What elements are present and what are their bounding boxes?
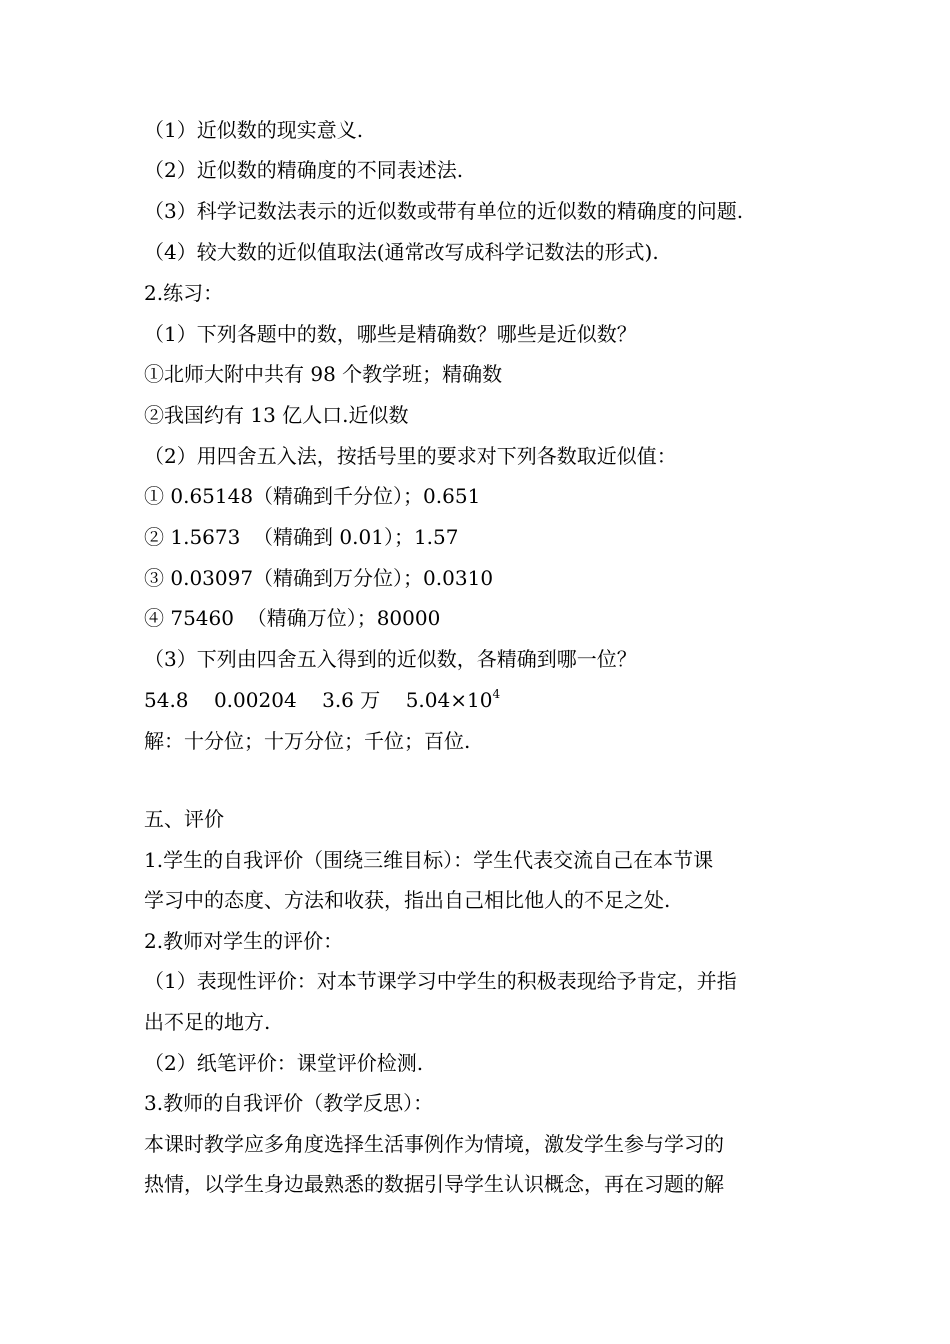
practice-q3-solution: 解：十分位；十万分位；千位；百位.: [144, 729, 471, 753]
student-self-eval-line-1: 1.学生的自我评价（围绕三维目标）：学生代表交流自己在本节课: [144, 848, 714, 872]
practice-q1: （1）下列各题中的数，哪些是精确数？哪些是近似数？: [144, 322, 637, 346]
practice-q2-answer-1: ① 0.65148（精确到千分位）；0.651: [144, 484, 481, 508]
practice-q3: （3）下列由四舍五入得到的近似数，各精确到哪一位？: [144, 647, 637, 671]
evaluation-heading: 五、评价: [144, 807, 224, 831]
practice-q3-exponent: 4: [492, 687, 501, 701]
reflection-line-2: 热情，以学生身边最熟悉的数据引导学生认识概念，再在习题的解: [144, 1172, 724, 1196]
performance-eval-line-1: （1）表现性评价：对本节课学习中学生的积极表现给予肯定，并指: [144, 969, 737, 993]
paper-eval: （2）纸笔评价：课堂评价检测.: [144, 1051, 424, 1075]
practice-q2: （2）用四舍五入法，按括号里的要求对下列各数取近似值：: [144, 444, 677, 468]
recap-item-3: （3）科学记数法表示的近似数或带有单位的近似数的精确度的问题.: [144, 199, 744, 223]
practice-heading: 2.练习：: [144, 281, 224, 305]
practice-q3-numbers: [144, 686, 824, 714]
performance-eval-line-2: 出不足的地方.: [144, 1010, 271, 1034]
practice-q1-answer-1: ①北师大附中共有 98 个教学班；精确数: [144, 362, 503, 386]
recap-item-4: （4）较大数的近似值取法(通常改写成科学记数法的形式).: [144, 240, 659, 264]
practice-q1-answer-2: ②我国约有 13 亿人口.近似数: [144, 403, 409, 427]
practice-q2-answer-3: ③ 0.03097（精确到万分位）；0.0310: [144, 566, 494, 590]
reflection-heading: 3.教师的自我评价（教学反思）：: [144, 1091, 434, 1115]
teacher-eval-heading: 2.教师对学生的评价：: [144, 929, 344, 953]
recap-item-2: （2）近似数的精确度的不同表述法.: [144, 158, 464, 182]
practice-q2-answer-2: ② 1.5673 （精确到 0.01）；1.57: [144, 525, 459, 549]
practice-q3-numbers-base: 54.8 0.00204 3.6 万 5.04×10: [144, 688, 493, 712]
student-self-eval-line-2: 学习中的态度、方法和收获，指出自己相比他人的不足之处.: [144, 888, 671, 912]
practice-q2-answer-4: ④ 75460 （精确万位）；80000: [144, 606, 441, 630]
reflection-line-1: 本课时教学应多角度选择生活事例作为情境，激发学生参与学习的: [144, 1132, 724, 1156]
recap-item-1: （1）近似数的现实意义.: [144, 118, 364, 142]
